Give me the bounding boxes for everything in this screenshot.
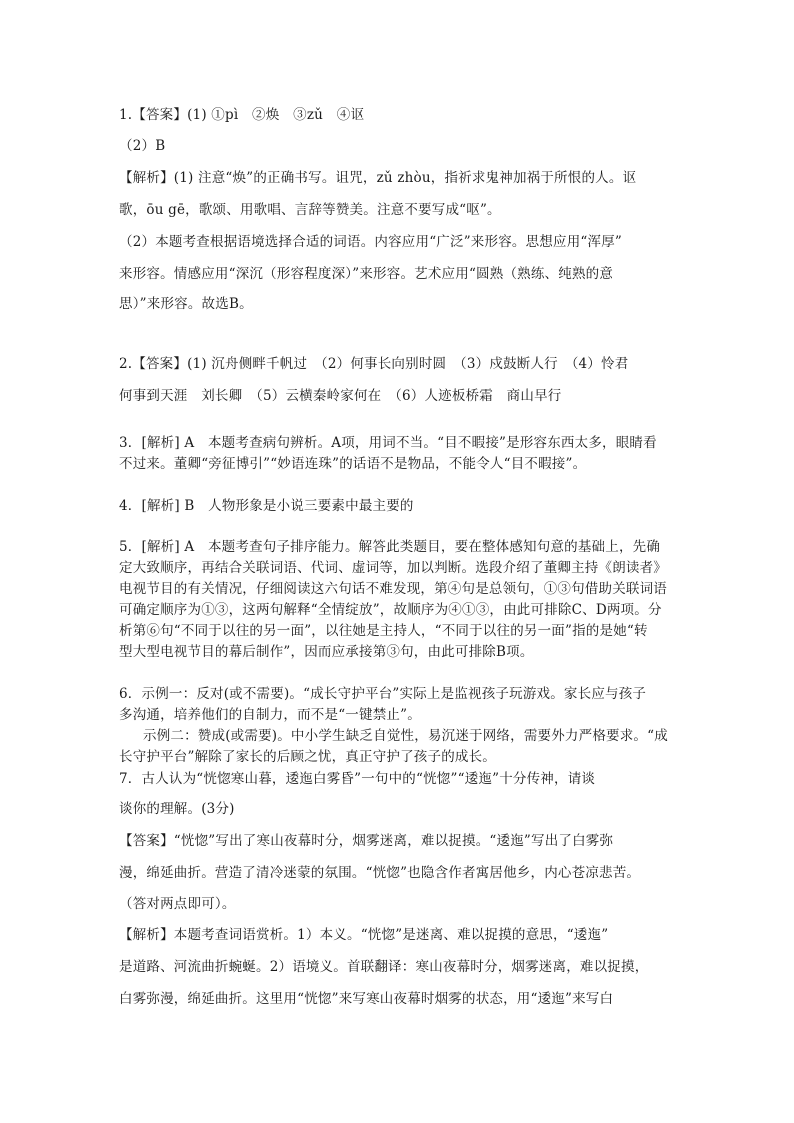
q7-analysis-line: 是道路、河流曲折蜿蜒。2）语境义。首联翻译：寒山夜幕时分，烟雾迷离，难以捉摸， (119, 959, 649, 975)
q6-line: 多沟通，培养他们的自制力，而不是“一键禁止”。 (119, 707, 421, 723)
q3-line: 不过来。董卿“旁征博引”“妙语连珠”的话语不是物品，不能令人“目不暇接”。 (119, 456, 587, 472)
q1-answer-line: 1.【答案】(1) ①pì ②焕 ③zǔ ④讴 (119, 107, 365, 123)
q5-line: 电视节目的有关情况，仔细阅读这六句话不难发现，第④句是总领句，①③句借助关联词语 (119, 581, 667, 597)
q1-analysis-line: 来形容。情感应用“深沉（形容程度深）”来形容。艺术应用“圆熟（熟练、纯熟的意 (119, 266, 614, 282)
q6-line: 示例二：赞成(或需要)。中小学生缺乏自觉性，易沉迷于网络，需要外力严格要求。“成 (143, 728, 668, 744)
q5-line: 析第⑥句“不同于以往的另一面”，以往她是主持人，“不同于以往的另一面”指的是她“转 (119, 623, 648, 639)
q2-answer-line: 2.【答案】(1) 沉舟侧畔千帆过 （2）何事长向别时圆 （3）戍鼓断人行 （4）怜君 (119, 356, 629, 372)
q7-analysis-line: 白雾弥漫，绵延曲折。这里用“恍惚”来写寒山夜幕时烟雾的状态，用“逶迤”来写白 (119, 991, 614, 1007)
q1-analysis-line: 歌，ōu gē，歌颂、用歌唱、言辞等赞美。注意不要写成“呕”。 (119, 202, 501, 218)
q7-question-line: 谈你的理解。(3分) (119, 801, 235, 817)
q1-analysis-line: 思）”来形容。故选B。 (119, 296, 253, 312)
q7-analysis-line: 【解析】本题考查词语赏析。1）本义。“恍惚”是迷离、难以捉摸的意思，“逶迤” (119, 927, 609, 943)
q4-line: 4．[解析] B 人物形象是小说三要素中最主要的 (119, 498, 414, 514)
q7-answer-line: 漫，绵延曲折。营造了清冷迷蒙的氛围。“恍惚”也隐含作者寓居他乡，内心苍凉悲苦。 (119, 865, 641, 881)
q2-answer-line: 何事到天涯 刘长卿 （5）云横秦岭家何在 （6）人迹板桥霜 商山早行 (119, 388, 562, 404)
q7-answer-line: （答对两点即可）。 (119, 896, 236, 912)
q3-line: 3．[解析] A 本题考查病句辨析。A项，用词不当。“目不暇接”是形容东西太多，眼睛看 (119, 435, 657, 451)
q1-analysis-line: （2）本题考查根据语境选择合适的词语。内容应用“广泛”来形容。思想应用“浑厚” (119, 234, 622, 250)
q7-answer-line: 【答案】“恍惚”写出了寒山夜幕时分，烟雾迷离，难以捉摸。“逶迤”写出了白雾弥 (119, 833, 614, 849)
q5-line: 定大致顺序，再结合关联词语、代词、虚词等，加以判断。选段介绍了董卿主持《朗读者》 (119, 560, 667, 576)
q5-line: 5．[解析] A 本题考查句子排序能力。解答此类题目，要在整体感知句意的基础上，先确 (119, 539, 661, 555)
q6-line: 6．示例一：反对(或不需要)。“成长守护平台”实际上是监视孩子玩游戏。家长应与孩子 (119, 686, 647, 702)
q5-line: 可确定顺序为①③，这两句解释“全情绽放”，故顺序为④①③，由此可排除C、D两项。分 (119, 602, 662, 618)
q1-analysis-line: 【解析】(1) 注意“焕”的正确书写。诅咒，zǔ zhòu，指祈求鬼神加祸于所恨的人。讴 (119, 170, 637, 186)
q7-question-line: 7．古人认为“恍惚寒山暮，逶迤白雾昏”一句中的“恍惚”“逶迤”十分传神，请谈 (119, 771, 596, 787)
q6-line: 长守护平台”解除了家长的后顾之忧，真正守护了孩子的成长。 (119, 749, 497, 765)
q1-answer-part2: （2）B (119, 138, 166, 154)
q5-line: 型大型电视节目的幕后制作”，因而应承接第③句，由此可排除B项。 (119, 644, 534, 660)
